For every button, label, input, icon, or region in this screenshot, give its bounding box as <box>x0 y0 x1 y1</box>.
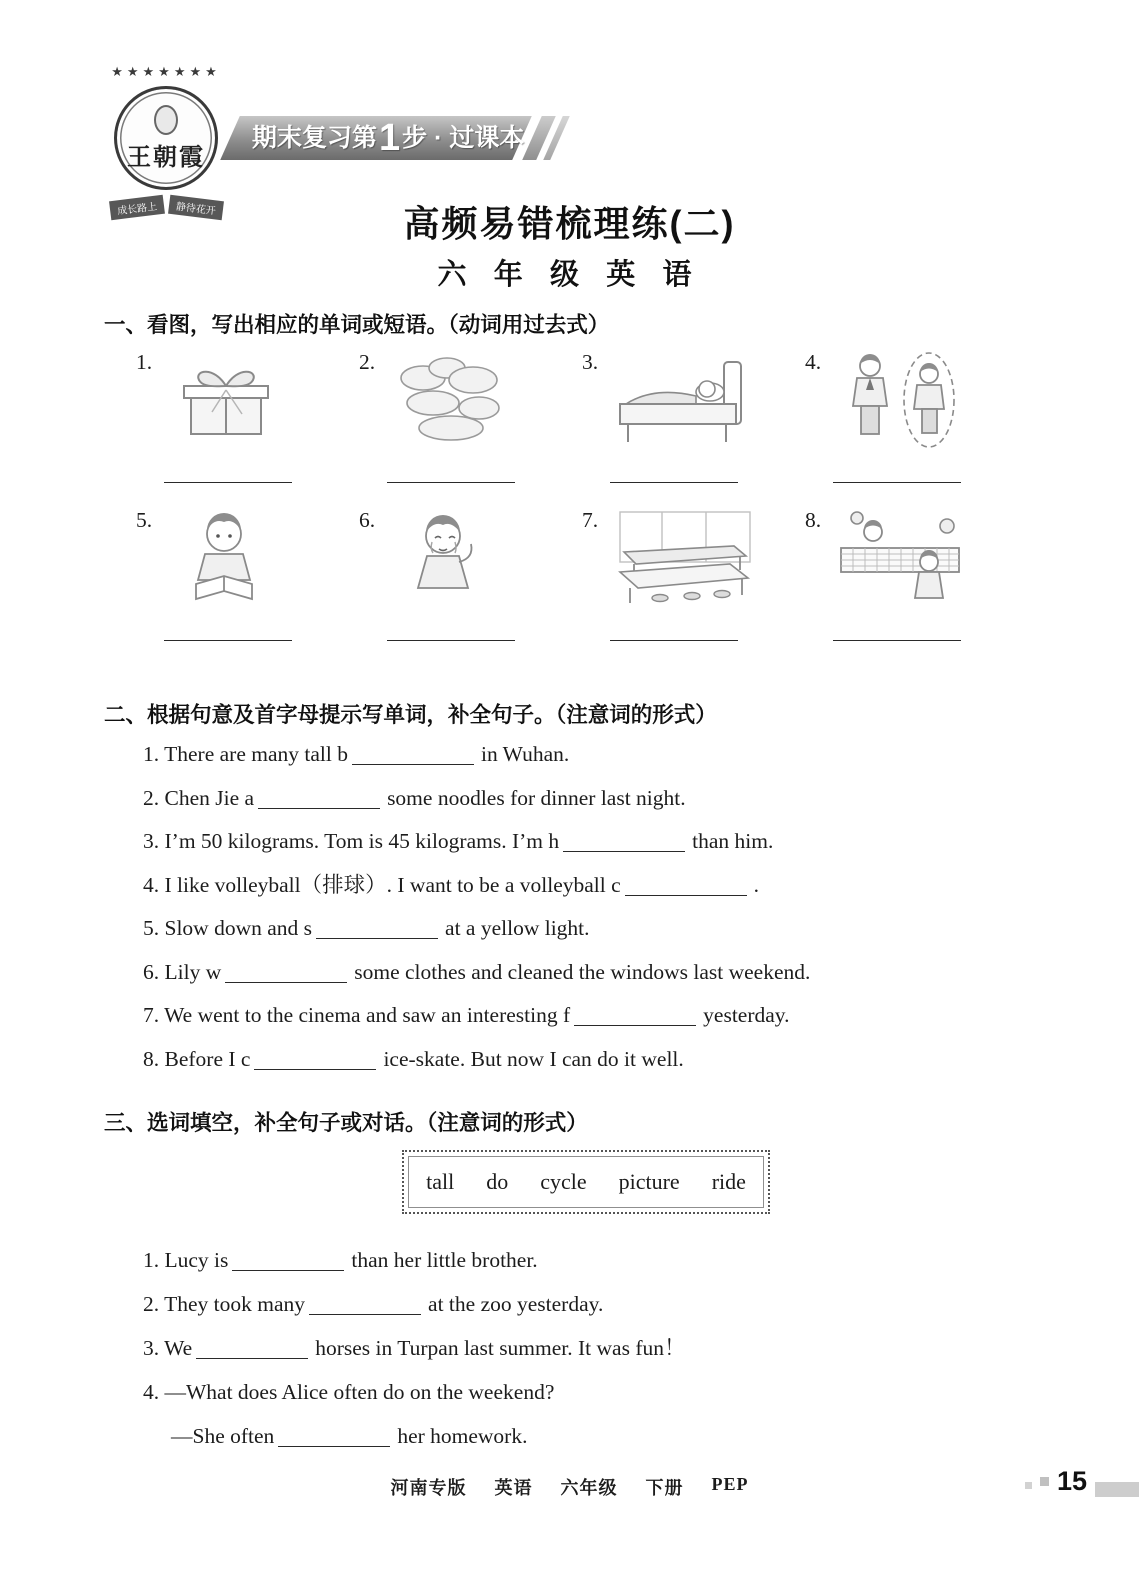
word-bank-word: do <box>486 1169 509 1194</box>
answer-blank <box>610 482 738 483</box>
square-decoration <box>1040 1477 1049 1486</box>
section3-sentences <box>143 1238 686 1458</box>
sentence-text: ice-skate. But now I can do it well. <box>383 1046 684 1071</box>
banner-text <box>220 116 580 160</box>
section2-heading: 二、根据句意及首字母提示写单词，补全句子。（注意词的形式） <box>104 703 717 727</box>
sentence-text: 2. They took many <box>143 1292 306 1316</box>
word-bank-word: cycle <box>540 1169 587 1194</box>
answer-blank <box>833 640 961 641</box>
sentence-item <box>143 994 810 1038</box>
fill-in-blank <box>232 1250 344 1272</box>
word-bank-word: tall <box>426 1169 455 1194</box>
sentence-item <box>143 1282 686 1326</box>
sentence-text: 4. I like volleyball（排球）. I want to be a volleyball c <box>143 872 621 897</box>
section2-sentences <box>143 733 810 1081</box>
sentence-text: 3. We <box>143 1336 193 1360</box>
sentence-text: her homework. <box>397 1424 528 1448</box>
sentence-item <box>143 777 810 821</box>
sentence-item <box>143 1238 686 1282</box>
logo-circle <box>114 86 218 190</box>
picture-item-2 <box>351 348 574 506</box>
sentence-text: 5. Slow down and s <box>143 916 313 940</box>
boy-reading-image <box>166 506 286 611</box>
footer-grade: 六年级 <box>560 1478 618 1498</box>
answer-blank <box>833 482 961 483</box>
sentence-item <box>143 951 810 995</box>
ribbon-left-text: 成长路上 <box>109 195 165 220</box>
item-number: 5. <box>136 508 153 532</box>
sentence-item <box>143 864 810 908</box>
footer <box>0 1474 1139 1500</box>
picture-grid <box>128 348 1020 664</box>
sentence-text: some clothes and cleaned the windows last weekend. <box>354 959 811 984</box>
ribbon-right-text: 静待花开 <box>168 195 224 220</box>
sentence-text: —She often <box>171 1424 275 1448</box>
banner-step-number: 1 <box>379 117 401 159</box>
word-bank-word: ride <box>711 1169 746 1194</box>
page-subtitle: 六 年 级 英 语 <box>437 259 702 291</box>
footer-subject: 英语 <box>494 1478 533 1498</box>
picture-item-7 <box>574 506 797 664</box>
sentence-text: 2. Chen Jie a <box>143 785 255 810</box>
page-number: 15 <box>1056 1466 1087 1496</box>
sentence-item <box>143 907 810 951</box>
clouds-image <box>389 348 514 453</box>
sentence-item <box>143 1326 686 1370</box>
canteen-tables-image <box>612 506 757 611</box>
footer-publisher: PEP <box>711 1474 749 1494</box>
item-number: 1. <box>136 350 153 374</box>
sentence-item <box>143 733 810 777</box>
sentence-text: than her little brother. <box>351 1248 538 1272</box>
kids-net-game-image <box>835 506 965 611</box>
answer-blank <box>164 482 292 483</box>
stars-decoration: ★★★★★★★ <box>111 64 221 79</box>
sentence-item <box>143 820 810 864</box>
fill-in-blank <box>574 1005 696 1027</box>
word-bank-box <box>402 1150 770 1214</box>
picture-item-1 <box>128 348 351 506</box>
sentence-text: some noodles for dinner last night. <box>387 785 686 810</box>
answer-blank <box>387 640 515 641</box>
section3-heading: 三、选词填空，补全句子或对话。（注意词的形式） <box>104 1111 588 1135</box>
banner-text-post: 步 · 过课本 <box>402 124 525 152</box>
sentence-text: 7. We went to the cinema and saw an interesting f <box>143 1003 571 1027</box>
sentence-text: 3. I’m 50 kilograms. Tom is 45 kilograms. I’m h <box>143 829 560 853</box>
answer-blank <box>164 640 292 641</box>
sentence-text: at a yellow light. <box>445 916 590 940</box>
item-number: 3. <box>582 350 599 374</box>
fill-in-blank <box>258 787 380 809</box>
banner-text-pre: 期末复习第 <box>252 124 378 152</box>
sentence-text: 8. Before I c <box>143 1046 251 1071</box>
picture-item-8 <box>797 506 1020 664</box>
sentence-text: 6. Lily w <box>143 959 222 984</box>
fill-in-blank <box>563 831 685 853</box>
page-number-area <box>1025 1466 1087 1497</box>
sentence-text: 1. There are many tall b <box>143 742 348 766</box>
fill-in-blank <box>316 918 438 940</box>
item-number: 6. <box>359 508 376 532</box>
sentence-text: in Wuhan. <box>480 742 570 766</box>
brand-name: 王朝霞 <box>127 143 205 171</box>
picture-item-3 <box>574 348 797 506</box>
sentence-text: . <box>753 872 760 897</box>
sentence-item <box>143 1038 810 1082</box>
fill-in-blank <box>309 1294 421 1316</box>
gift-box-image <box>166 348 291 453</box>
item-number: 7. <box>582 508 599 532</box>
sentence-text: at the zoo yesterday. <box>428 1292 604 1316</box>
page-edge-bar <box>1095 1482 1139 1497</box>
item-number: 2. <box>359 350 376 374</box>
sentence-item <box>143 1414 686 1458</box>
word-bank-word: picture <box>618 1169 680 1194</box>
item-number: 4. <box>805 350 822 374</box>
picture-item-6 <box>351 506 574 664</box>
answer-blank <box>610 640 738 641</box>
two-boys-compare-image <box>835 348 965 453</box>
page-title: 高频易错梳理练(二) <box>403 203 736 244</box>
boy-crying-image <box>389 506 504 611</box>
fill-in-blank <box>278 1426 390 1448</box>
sentence-text: 4. —What does Alice often do on the weekend? <box>143 1380 555 1404</box>
fill-in-blank <box>352 744 474 766</box>
fill-in-blank <box>254 1048 376 1070</box>
section1-heading: 一、看图，写出相应的单词或短语。（动词用过去式） <box>104 313 610 337</box>
sleeping-in-bed-image <box>612 348 752 453</box>
sentence-text: yesterday. <box>703 1003 790 1027</box>
fill-in-blank <box>625 874 747 896</box>
header-banner <box>220 116 580 160</box>
picture-item-4 <box>797 348 1020 506</box>
sentence-text: than him. <box>692 829 774 853</box>
fill-in-blank <box>225 961 347 983</box>
picture-item-5 <box>128 506 351 664</box>
item-number: 8. <box>805 508 822 532</box>
portrait-oval-icon <box>154 105 178 135</box>
sentence-text: 1. Lucy is <box>143 1248 229 1272</box>
square-decoration <box>1025 1482 1032 1489</box>
footer-edition: 河南专版 <box>390 1478 467 1498</box>
sentence-item <box>143 1370 686 1414</box>
answer-blank <box>387 482 515 483</box>
fill-in-blank <box>196 1338 308 1360</box>
footer-volume: 下册 <box>645 1478 684 1498</box>
sentence-text: horses in Turpan last summer. It was fun！ <box>315 1336 686 1360</box>
